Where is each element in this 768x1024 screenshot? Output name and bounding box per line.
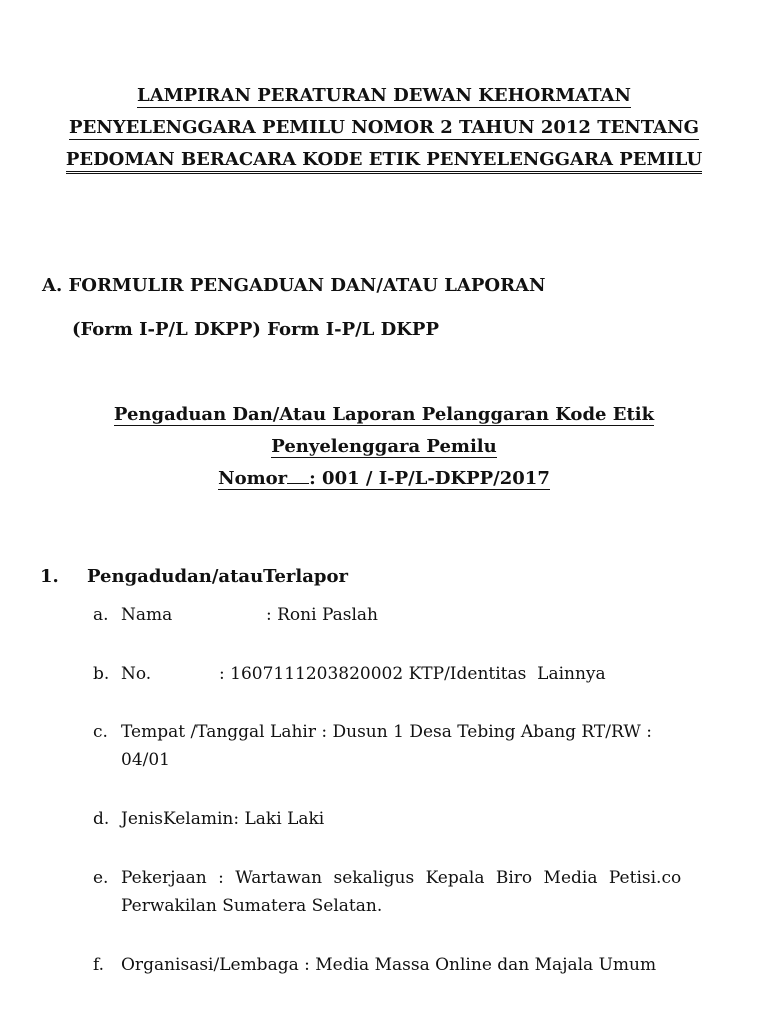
subtitle-line-1: Pengaduan Dan/Atau Laporan Pelanggaran Kode Etik <box>113 404 655 425</box>
section-a-heading: A. FORMULIR PENGADUAN DAN/ATAU LAPORAN <box>42 275 546 296</box>
section-1-number: 1. <box>40 566 59 587</box>
section-1-heading: Pengadudan/atauTerlapor <box>87 566 348 587</box>
title-line-1: LAMPIRAN PERATURAN DEWAN KEHORMATAN <box>137 85 631 106</box>
title-line-3: PEDOMAN BERACARA KODE ETIK PENYELENGGARA PEMILU <box>0 148 768 172</box>
document-page: LAMPIRAN PERATURAN DEWAN KEHORMATAN PENYELENGGARA PEMILU NOMOR 2 TAHUN 2012 TENTANG PEDOMAN BERACARA KODE ETIK PENYELENGGARA PEMILU A. FORMULIR PENGADUAN DAN/ATAU LAPORAN (Form I-P/L DKPP) Form I-P/L DKPP Pengaduan Dan/Atau Laporan Pelanggaran Kode Etik Penyelenggara Pemilu Nomor : 001 / I-P/L-DKPP/2017 1. Pengadudan/atauTerlapor a. Nama : Roni Paslah b. No. : 1607111203820002 KTP/Identitas Lainnya c. Tempat /Tanggal Lahir : Dusun 1 Desa Tebing Abang RT/RW : 04/01 d. JenisKelamin: Laki Laki e. Pekerjaan : Wartawan sekaligus Kepala Biro Media Petisi.co Perwakilan Sumatera Selatan. f. Organisasi/Lembaga : Media Massa Online dan Majala Umum <box>0 0 768 1024</box>
nomor-line: Nomor : 001 / I-P/L-DKPP/2017 <box>218 468 550 489</box>
title-line-2: PENYELENGGARA PEMILU NOMOR 2 TAHUN 2012 TENTANG <box>69 117 699 138</box>
form-code: (Form I-P/L DKPP) Form I-P/L DKPP <box>72 319 439 340</box>
subtitle-line-2: Penyelenggara Pemilu <box>271 436 497 457</box>
